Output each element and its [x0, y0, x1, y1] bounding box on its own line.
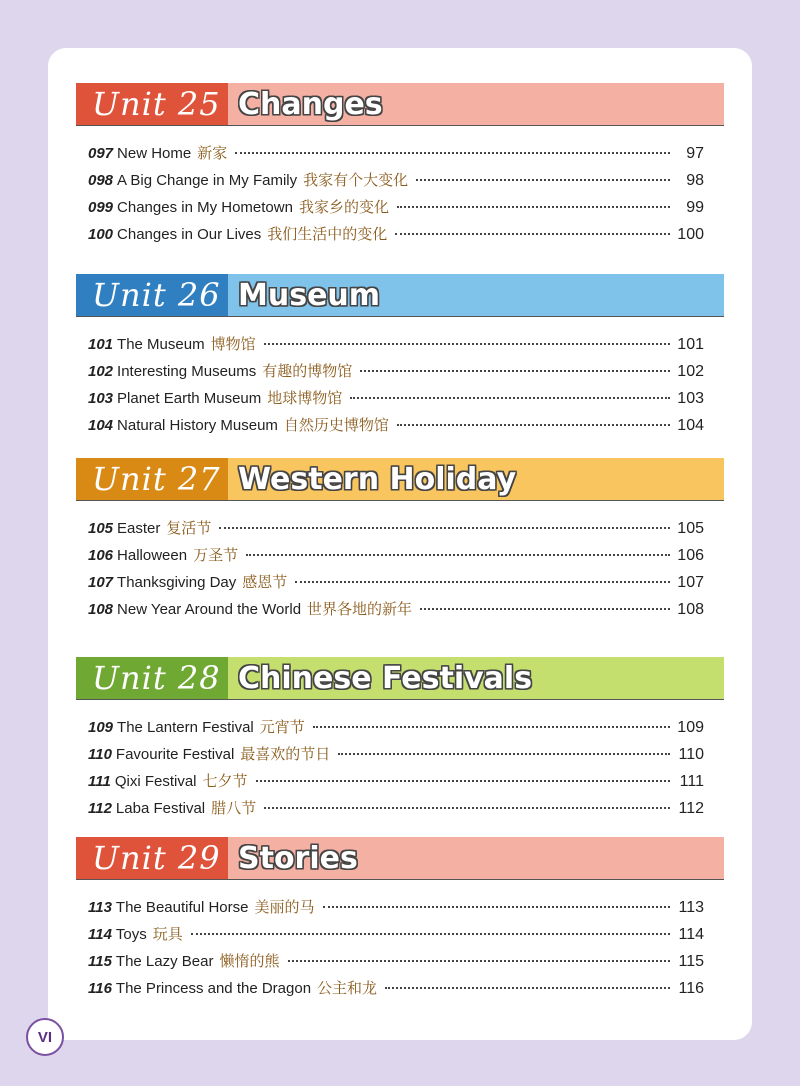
lesson-entry[interactable] — [76, 360, 724, 387]
lesson-entry[interactable] — [76, 923, 724, 950]
page-number: 105 — [677, 520, 704, 537]
page-number: 99 — [686, 199, 704, 216]
lesson-title-english: New Home — [117, 145, 192, 162]
lesson-title-english: Halloween — [117, 547, 188, 564]
page-number: 102 — [677, 363, 704, 380]
page-number: 114 — [678, 926, 704, 943]
page-number: 106 — [677, 547, 704, 564]
unit-divider — [76, 125, 724, 126]
lesson-title-chinese: 我们生活中的变化 — [267, 226, 388, 243]
lesson-title-chinese: 我家乡的变化 — [298, 199, 389, 216]
dot-leader — [397, 206, 670, 208]
lesson-number: 106 — [88, 547, 114, 564]
dot-leader — [420, 608, 670, 610]
unit-number: Unit 27 — [76, 458, 228, 500]
lesson-entry[interactable] — [76, 950, 724, 977]
lesson-title-english: The Museum — [117, 336, 205, 353]
lesson-number: 113 — [88, 899, 112, 916]
lesson-number: 111 — [88, 773, 111, 790]
unit-number: Unit 29 — [76, 837, 228, 879]
lesson-title-chinese: 最喜欢的节日 — [240, 746, 331, 763]
lesson-title-english: The Lantern Festival — [117, 719, 254, 736]
lesson-title-chinese: 感恩节 — [242, 574, 288, 591]
lesson-title-english: The Lazy Bear — [115, 953, 214, 970]
toc-page — [48, 48, 752, 1040]
lesson-title-english: Changes in My Hometown — [117, 199, 293, 216]
lesson-title-chinese: 七夕节 — [202, 773, 248, 790]
dot-leader — [295, 581, 670, 583]
unit-section — [76, 274, 724, 441]
lesson-title-chinese: 有趣的博物馆 — [262, 363, 353, 380]
lesson-list — [76, 896, 724, 1004]
lesson-number: 102 — [88, 363, 114, 380]
unit-title: Western Holiday — [228, 458, 724, 500]
lesson-list — [76, 333, 724, 441]
page-number-badge: VI — [26, 1018, 64, 1056]
lesson-title-chinese: 腊八节 — [211, 800, 257, 817]
lesson-number: 104 — [88, 417, 114, 434]
lesson-entry[interactable] — [76, 196, 724, 223]
lesson-title-english: Changes in Our Lives — [117, 226, 262, 243]
lesson-title-english: Natural History Museum — [117, 417, 278, 434]
lesson-list — [76, 716, 724, 824]
lesson-entry[interactable] — [76, 169, 724, 196]
lesson-entry[interactable] — [76, 414, 724, 441]
lesson-number: 103 — [88, 390, 114, 407]
lesson-number: 116 — [88, 980, 112, 997]
unit-divider — [76, 699, 724, 700]
dot-leader — [288, 960, 671, 962]
page-number: 100 — [677, 226, 704, 243]
lesson-title-english: Qixi Festival — [114, 773, 197, 790]
lesson-entry[interactable] — [76, 387, 724, 414]
lesson-title-chinese: 自然历史博物馆 — [283, 417, 389, 434]
lesson-title-english: The Princess and the Dragon — [115, 980, 312, 997]
page-number: 104 — [677, 417, 704, 434]
lesson-title-chinese: 万圣节 — [193, 547, 239, 564]
lesson-number: 099 — [88, 199, 114, 216]
lesson-title-chinese: 美丽的马 — [254, 899, 315, 916]
dot-leader — [246, 554, 670, 556]
dot-leader — [416, 179, 670, 181]
lesson-entry[interactable] — [76, 571, 724, 598]
unit-divider — [76, 500, 724, 501]
lesson-title-english: Favourite Festival — [115, 746, 235, 763]
lesson-title-english: Toys — [115, 926, 147, 943]
lesson-number: 109 — [88, 719, 114, 736]
lesson-title-chinese: 博物馆 — [210, 336, 256, 353]
unit-title: Museum — [228, 274, 724, 316]
lesson-entry[interactable] — [76, 223, 724, 250]
unit-divider — [76, 316, 724, 317]
unit-section — [76, 83, 724, 250]
lesson-entry[interactable] — [76, 896, 724, 923]
dot-leader — [256, 780, 670, 782]
unit-section — [76, 837, 724, 1004]
dot-leader — [395, 233, 670, 235]
dot-leader — [323, 906, 670, 908]
lesson-number: 101 — [88, 336, 114, 353]
page-number: 108 — [677, 601, 704, 618]
lesson-list — [76, 142, 724, 250]
page-number: 116 — [678, 980, 704, 997]
page-number: 110 — [678, 746, 704, 763]
lesson-number: 108 — [88, 601, 114, 618]
lesson-title-english: Easter — [117, 520, 161, 537]
unit-header — [76, 458, 724, 500]
lesson-number: 105 — [88, 520, 114, 537]
lesson-entry[interactable] — [76, 770, 724, 797]
page-number: 107 — [677, 574, 704, 591]
unit-number: Unit 26 — [76, 274, 228, 316]
lesson-number: 115 — [88, 953, 112, 970]
lesson-number: 114 — [88, 926, 112, 943]
dot-leader — [264, 807, 670, 809]
lesson-title-english: The Beautiful Horse — [115, 899, 249, 916]
lesson-number: 097 — [88, 145, 114, 162]
lesson-entry[interactable] — [76, 333, 724, 360]
lesson-entry[interactable] — [76, 797, 724, 824]
lesson-title-english: Interesting Museums — [117, 363, 257, 380]
unit-number: Unit 25 — [76, 83, 228, 125]
lesson-title-chinese: 新家 — [197, 145, 228, 162]
lesson-title-english: Laba Festival — [115, 800, 206, 817]
lesson-title-chinese: 懒惰的熊 — [219, 953, 280, 970]
lesson-title-english: Planet Earth Museum — [117, 390, 262, 407]
page-number: 98 — [686, 172, 704, 189]
dot-leader — [338, 753, 670, 755]
dot-leader — [235, 152, 670, 154]
lesson-number: 098 — [88, 172, 114, 189]
lesson-title-english: A Big Change in My Family — [117, 172, 298, 189]
lesson-entry[interactable] — [76, 142, 724, 169]
lesson-title-chinese: 我家有个大变化 — [303, 172, 409, 189]
dot-leader — [360, 370, 670, 372]
lesson-entry[interactable] — [76, 743, 724, 770]
unit-title: Chinese Festivals — [228, 657, 724, 699]
lesson-entry[interactable] — [76, 517, 724, 544]
unit-header — [76, 657, 724, 699]
lesson-entry[interactable] — [76, 544, 724, 571]
page-number: 101 — [677, 336, 704, 353]
page-number: 115 — [678, 953, 704, 970]
lesson-title-chinese: 元宵节 — [259, 719, 305, 736]
lesson-title-chinese: 玩具 — [152, 926, 183, 943]
lesson-number: 112 — [88, 800, 112, 817]
unit-header — [76, 83, 724, 125]
unit-number: Unit 28 — [76, 657, 228, 699]
unit-header — [76, 837, 724, 879]
lesson-number: 100 — [88, 226, 114, 243]
dot-leader — [385, 987, 670, 989]
unit-title: Changes — [228, 83, 724, 125]
lesson-title-chinese: 世界各地的新年 — [307, 601, 413, 618]
lesson-title-chinese: 地球博物馆 — [267, 390, 343, 407]
dot-leader — [313, 726, 670, 728]
unit-divider — [76, 879, 724, 880]
lesson-title-chinese: 公主和龙 — [317, 980, 378, 997]
lesson-number: 110 — [88, 746, 112, 763]
page-number: 103 — [677, 390, 704, 407]
unit-section — [76, 657, 724, 824]
lesson-title-english: New Year Around the World — [117, 601, 302, 618]
unit-header — [76, 274, 724, 316]
page-number: 109 — [677, 719, 704, 736]
dot-leader — [350, 397, 670, 399]
dot-leader — [219, 527, 670, 529]
lesson-entry[interactable] — [76, 977, 724, 1004]
lesson-entry[interactable] — [76, 598, 724, 625]
dot-leader — [191, 933, 670, 935]
lesson-list — [76, 517, 724, 625]
dot-leader — [397, 424, 670, 426]
lesson-entry[interactable] — [76, 716, 724, 743]
lesson-number: 107 — [88, 574, 114, 591]
dot-leader — [264, 343, 670, 345]
page-number: 112 — [678, 800, 704, 817]
page-number: 111 — [679, 773, 704, 790]
page-number: 97 — [686, 145, 704, 162]
unit-section — [76, 458, 724, 625]
lesson-title-chinese: 复活节 — [166, 520, 212, 537]
page-number: 113 — [678, 899, 704, 916]
unit-title: Stories — [228, 837, 724, 879]
lesson-title-english: Thanksgiving Day — [117, 574, 237, 591]
